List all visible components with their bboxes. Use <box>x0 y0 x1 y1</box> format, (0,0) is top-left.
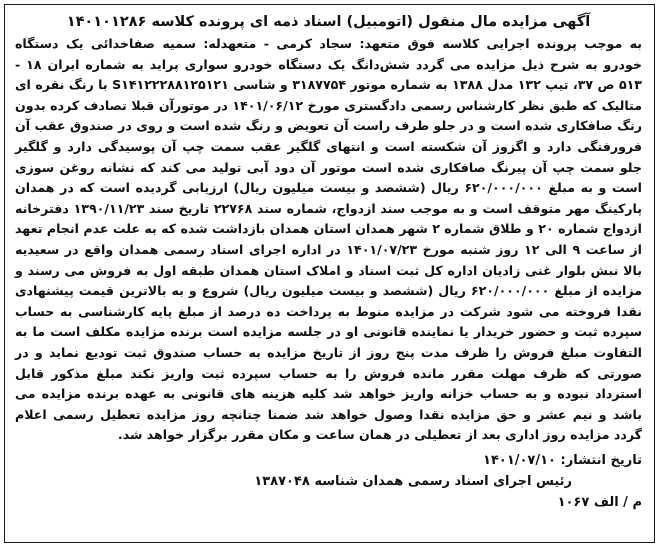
publish-date: تاریخ انتشار: ۱۴۰۱/۰۷/۱۰ <box>483 452 642 468</box>
notice-title: آگهی مزایده مال منقول (اتومبیل) اسناد ذمه ای پرونده کلاسه ۱۴۰۱۰۱۲۸۶ <box>66 14 591 30</box>
reference-number: م / الف ۱۰۶۷ <box>557 494 642 510</box>
signer-line: رئیس اجرای اسناد رسمی همدان شناسه ۱۳۸۷۰۴۸ <box>254 473 572 489</box>
auction-notice <box>4 4 655 543</box>
notice-footer <box>15 450 642 513</box>
notice-body: به موجب پرونده اجرایی کلاسه فوق متعهد: سجاد کرمی - متعهدله: سمیه صفاخدائی یک دستگاه خودرو به شرح ذیل مزایده می گردد شش‌دانگ یک دستگاه خودرو سواری پراید به شماره ایران ۱۸ - ۵۱۳ ص ۳۷، تیپ ۱۳۲ مدل ۱۳۸۸ به شماره موتور ۳۱۸۷۷۵۴ و شاسی S۱۴۱۲۲۲۸۸۱۲۵۱۲۱ با رنگ نقره ای متالیک که طبق نظر کارشناس رسمی دادگستری مورخ ۱۴۰۱/۰۶/۱۲ در موتورآن قبلا تصادف کرده بدون رنگ صافکاری شده است و در جلو طرف راست آن تعویض و رنگ شده است و روی در صندوق عقب آن فرورفتگی دارد و اگزوز آن شکسته است و انتهای گلگیر عقب سمت چپ آن پوسیدگی دارد و گلگیر جلو سمت چپ آن پیرنگ صافکاری شده است موتور آن دود آبی تولید می کند که نشانه روغن سوزی است و به مبلغ ۶۲۰/۰۰۰/۰۰۰ ریال (ششصد و بیست میلیون ریال) ارزیابی گردیده است که در همدان پارکینگ مهر متوقف است و به موجب سند ازدواج، شماره سند ۲۲۷۶۸ تاریخ سند ۱۳۹۰/۱۱/۲۳ دفترخانه ازدواج شماره ۲۰ و طلاق شماره ۲ شهر همدان استان همدان بازداشت شده که به علت عدم انجام تعهد از ساعت ۹ الی ۱۲ روز شنبه مورخ ۱۴۰۱/۰۷/۲۳ در اداره اجرای اسناد رسمی همدان واقع در سعیدیه بالا نبش بلوار غنی زادیان اداره کل ثبت اسناد و املاک استان همدان طبقه اول به فروش می رسند و مزایده از مبلغ ۶۲۰/۰۰۰/۰۰۰ ریال (ششصد و بیست میلیون ریال) شروع و به بالاترین قیمت پیشنهادی نقدا فروخته می شود شرکت در مزایده منوط به پرداخت ده درصد از مبلغ پایه کارشناسی به حساب سپرده ثبت و حضور خریدار یا نماینده قانونی او در جلسه مزایده است برنده مزایده مکلف است ما به التفاوت مبلغ فروش را ظرف مدت پنج روز از تاریخ مزایده به حساب صندوق ثبت تودیع نماید و در صورتی که ظرف مهلت مقرر مانده فروش را به حساب سپرده ثبت واریز نکند مبلغ مذکور قابل استرداد نبوده و به حساب خزانه واریز خواهد شد کلیه هزینه های قانونی به عهده برنده مزایده می باشد و نیم عشر و حق مزایده نقدا وصول خواهد شد ضمنا چنانچه روز مزایده تعطیل رسمی اعلام گردد مزایده روز اداری بعد از تعطیلی در همان ساعت و مکان مقرر برگزار خواهد شد. <box>15 36 642 443</box>
